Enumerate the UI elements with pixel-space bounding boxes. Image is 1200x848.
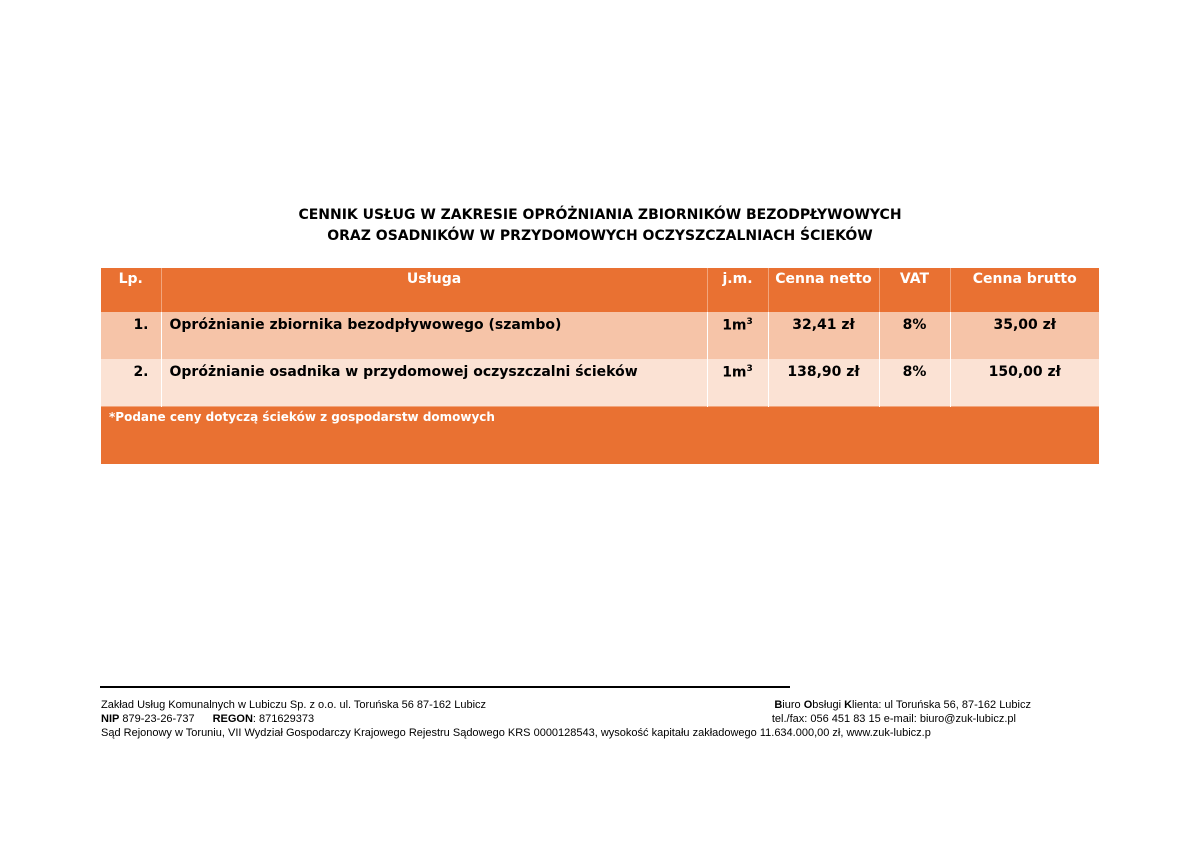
nip-value: 879-23-26-737 (119, 713, 195, 725)
office-b: B (774, 699, 783, 711)
document-title (0, 205, 1200, 247)
row-unit (707, 359, 768, 407)
office-k: K (844, 699, 853, 711)
footer-contact: tel./fax: 056 451 83 15 e-mail: biuro@zuk-lubicz.pl (771, 713, 1016, 725)
office-part-1: iuro (782, 699, 804, 711)
footer-company: Zakład Usług Komunalnych w Lubiczu Sp. z o.o. ul. Toruńska 56 87-162 Lubicz (101, 699, 487, 711)
unit-base: 1m (722, 364, 747, 381)
row-service: Opróżnianie zbiornika bezodpływowego (szambo) (161, 312, 707, 359)
title-line-1: CENNIK USŁUG W ZAKRESIE OPRÓŻNIANIA ZBIORNIKÓW BEZODPŁYWOWYCH (298, 207, 902, 223)
row-net-price: 32,41 zł (768, 312, 879, 359)
row-vat: 8% (879, 312, 950, 359)
header-vat: VAT (879, 268, 950, 312)
nip-label: NIP (101, 713, 120, 725)
row-gross-price: 150,00 zł (950, 359, 1099, 407)
header-net-price: Cenna netto (768, 268, 879, 312)
table-row (101, 312, 1099, 359)
footer-line-1 (101, 698, 1031, 712)
row-net-price: 138,90 zł (768, 359, 879, 407)
footer (101, 698, 1031, 740)
header-lp: Lp. (101, 268, 161, 312)
row-unit (707, 312, 768, 359)
regon-value: : 871629373 (252, 713, 315, 725)
table-note-row (101, 407, 1099, 465)
footer-line-2 (101, 712, 1031, 726)
table-header-row (101, 268, 1099, 312)
footer-divider (100, 686, 790, 688)
regon-label: REGON (212, 713, 253, 725)
title-line-2: ORAZ OSADNIKÓW W PRZYDOMOWYCH OCZYSZCZALNIACH ŚCIEKÓW (327, 228, 873, 244)
row-vat: 8% (879, 359, 950, 407)
footer-office (774, 698, 1031, 712)
table-row (101, 359, 1099, 407)
office-part-3: lienta: ul Toruńska 56, 87-162 Lubicz (852, 699, 1031, 711)
row-lp: 2. (101, 359, 161, 407)
footer-line-3 (101, 726, 1031, 740)
row-gross-price: 35,00 zł (950, 312, 1099, 359)
header-unit: j.m. (707, 268, 768, 312)
row-service: Opróżnianie osadnika w przydomowej oczyszczalni ścieków (161, 359, 707, 407)
table-note: *Podane ceny dotyczą ścieków z gospodarstw domowych (101, 407, 1099, 465)
office-part-2: bsługi (812, 699, 845, 711)
unit-superscript: 3 (746, 317, 753, 327)
unit-superscript: 3 (746, 364, 753, 374)
footer-ids (101, 712, 314, 726)
office-o: O (803, 699, 813, 711)
header-gross-price: Cenna brutto (950, 268, 1099, 312)
header-service: Usługa (161, 268, 707, 312)
row-lp: 1. (101, 312, 161, 359)
footer-court: Sąd Rejonowy w Toruniu, VII Wydział Gospodarczy Krajowego Rejestru Sądowego KRS 0000128543, wysokość kapitału zakładowego 11.634.000,00 zł, www.zuk-lubicz.p (101, 727, 931, 739)
unit-base: 1m (722, 317, 747, 334)
price-table (101, 268, 1099, 464)
